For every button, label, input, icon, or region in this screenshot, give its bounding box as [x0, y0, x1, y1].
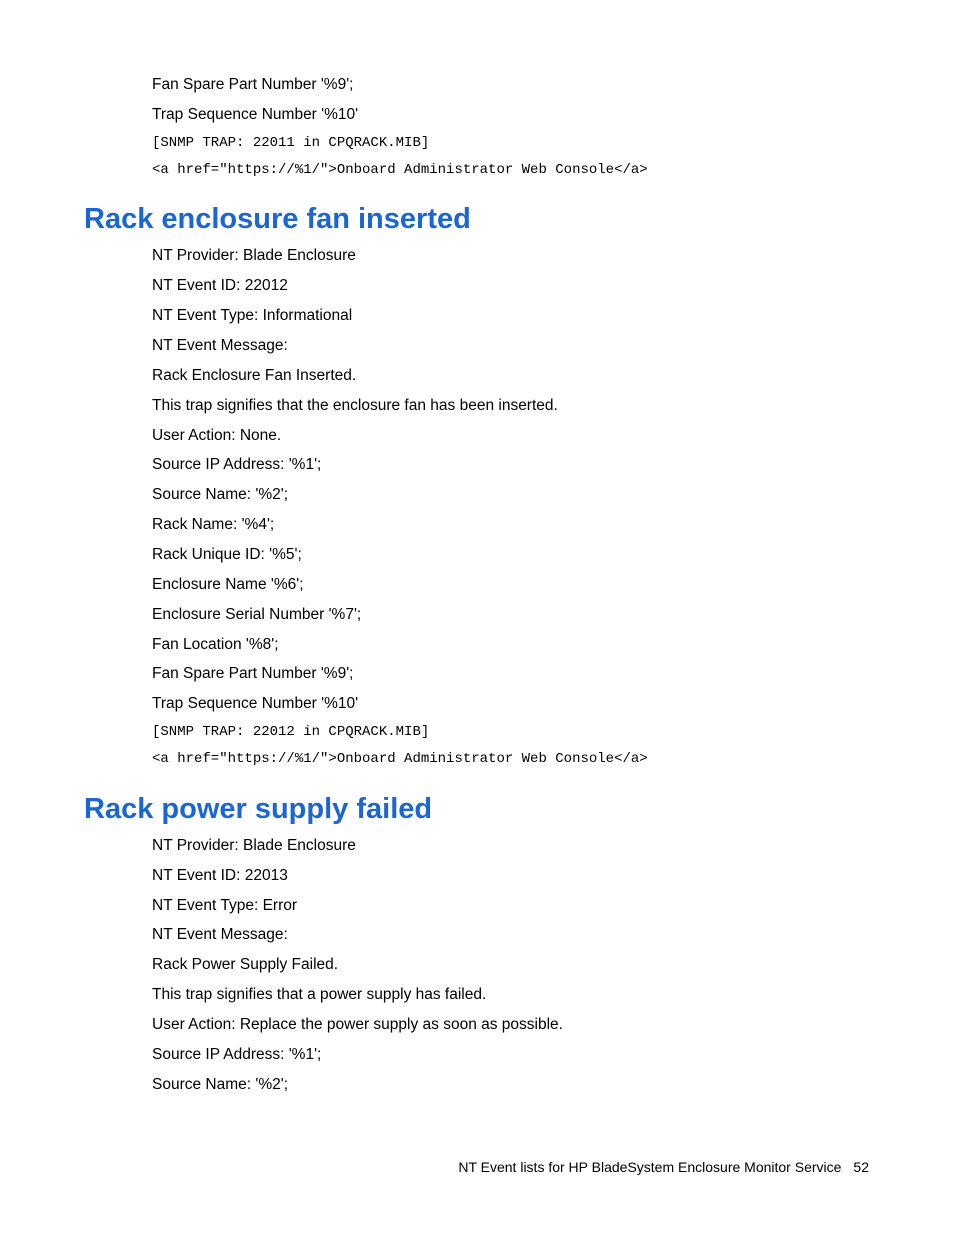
body-line: This trap signifies that a power supply has failed. — [152, 986, 487, 1003]
body-line: Fan Spare Part Number '%9'; — [152, 76, 354, 93]
code-line: [SNMP TRAP: 22012 in CPQRACK.MIB] — [152, 724, 430, 740]
body-line: Rack Power Supply Failed. — [152, 956, 339, 973]
body-line: NT Event Message: — [152, 926, 288, 943]
body-line: Source Name: '%2'; — [152, 486, 289, 503]
body-line: NT Event Message: — [152, 337, 288, 354]
section-heading-power-supply-failed: Rack power supply failed — [84, 793, 433, 825]
body-line: Fan Location '%8'; — [152, 636, 279, 653]
section-heading-fan-inserted: Rack enclosure fan inserted — [84, 203, 471, 235]
body-line: Enclosure Name '%6'; — [152, 576, 304, 593]
body-line: User Action: Replace the power supply as soon as possible. — [152, 1016, 563, 1033]
body-line: This trap signifies that the enclosure fan has been inserted. — [152, 397, 558, 414]
body-line: NT Event ID: 22013 — [152, 867, 288, 884]
body-line: Enclosure Serial Number '%7'; — [152, 606, 362, 623]
body-line: Fan Spare Part Number '%9'; — [152, 665, 354, 682]
body-line: Rack Name: '%4'; — [152, 516, 275, 533]
body-line: NT Provider: Blade Enclosure — [152, 247, 356, 264]
footer-title: NT Event lists for HP BladeSystem Enclosure Monitor Service — [458, 1159, 842, 1175]
body-line: Rack Unique ID: '%5'; — [152, 546, 302, 563]
body-line: NT Provider: Blade Enclosure — [152, 837, 356, 854]
page-footer — [0, 1158, 869, 1176]
code-line: <a href="https://%1/">Onboard Administrator Web Console</a> — [152, 162, 648, 178]
body-line: Source Name: '%2'; — [152, 1076, 289, 1093]
body-line: NT Event Type: Error — [152, 897, 298, 914]
body-line: Rack Enclosure Fan Inserted. — [152, 367, 357, 384]
code-line: [SNMP TRAP: 22011 in CPQRACK.MIB] — [152, 135, 430, 151]
body-line: Trap Sequence Number '%10' — [152, 106, 359, 123]
body-line: Trap Sequence Number '%10' — [152, 695, 359, 712]
body-line: NT Event Type: Informational — [152, 307, 353, 324]
body-line: NT Event ID: 22012 — [152, 277, 288, 294]
body-line: Source IP Address: '%1'; — [152, 1046, 322, 1063]
body-line: Source IP Address: '%1'; — [152, 456, 322, 473]
page-number: 52 — [853, 1159, 869, 1175]
code-line: <a href="https://%1/">Onboard Administrator Web Console</a> — [152, 751, 648, 767]
body-line: User Action: None. — [152, 427, 282, 444]
